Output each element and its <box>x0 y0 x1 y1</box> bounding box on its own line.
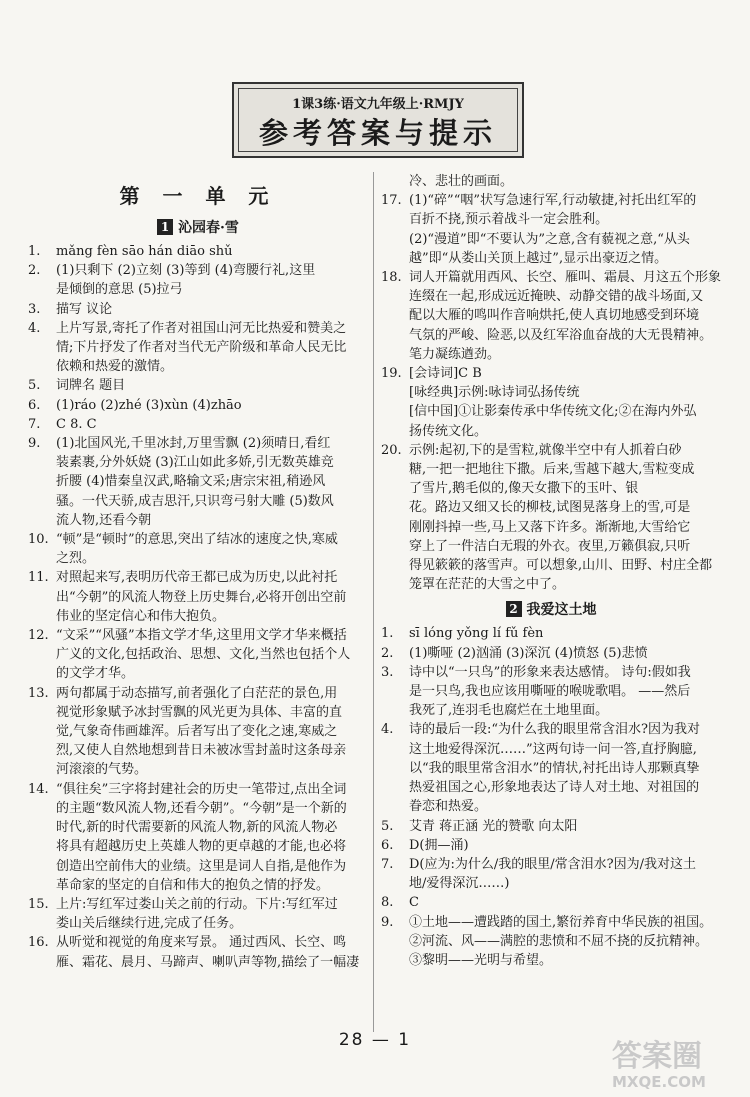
answer-line: 穿上了一件洁白无瑕的外衣。夜里,万籁俱寂,只听 <box>409 538 691 554</box>
answer-item <box>381 644 721 663</box>
answer-item <box>28 530 368 568</box>
answer-text <box>56 242 368 261</box>
answer-line: (1)嘶哑 (2)汹涌 (3)深沉 (4)愤怒 (5)悲愤 <box>409 645 648 661</box>
lesson-2-heading <box>381 600 721 620</box>
answer-item <box>381 191 721 268</box>
answer-number: 10. <box>28 532 49 548</box>
answer-line: 出“今朝”的风流人物登上历史舞台,必将开创出空前 <box>56 589 347 605</box>
answer-text <box>56 780 368 895</box>
answer-line: “顿”是“顿时”的意思,突出了结冰的速度之快,寒威 <box>56 532 338 548</box>
unit-title: 第 一 单 元 <box>119 184 277 208</box>
answer-text <box>409 817 721 836</box>
answer-line: 的主题“数风流人物,还看今朝”。“今朝”是一个新的 <box>56 800 347 816</box>
answer-item <box>381 720 721 816</box>
answer-line: 刚刚抖掉一些,马上又落下许多。渐渐地,大雪给它 <box>409 519 691 535</box>
answer-number: 3. <box>381 664 394 680</box>
answer-item <box>28 396 368 415</box>
answer-number: 2. <box>28 263 41 279</box>
answer-line: 艾青 蒋正涵 光的赞歌 向太阳 <box>409 818 578 834</box>
answer-number: 17. <box>381 193 402 209</box>
answer-text <box>56 568 368 626</box>
answer-line: C <box>409 895 419 911</box>
answer-item <box>28 376 368 395</box>
answer-line: mǎng fèn sāo hán diāo shǔ <box>56 244 233 259</box>
answer-number: 15. <box>28 896 49 912</box>
answer-line: 是倾倒的意思 (5)拉弓 <box>56 282 183 298</box>
answer-number: 2. <box>381 645 394 661</box>
answer-line: 配以大雁的鸣叫作音响烘托,使人真切地感受到环境 <box>409 308 700 324</box>
answer-line: 娄山关后继续行进,完成了任务。 <box>56 916 243 932</box>
answer-item <box>28 895 368 933</box>
answer-line: 上片:写红军过娄山关之前的行动。下片:写红军过 <box>56 896 338 912</box>
answer-text <box>56 300 368 319</box>
answer-text <box>56 396 368 415</box>
answer-line: 地/爱得深沉……) <box>409 876 510 892</box>
answer-number: 1. <box>381 626 394 642</box>
right-answer-list-b <box>381 624 721 970</box>
answer-line: (2)“漫道”即“不要认为”之意,含有藐视之意,“从头 <box>409 231 690 247</box>
answer-text <box>409 441 721 595</box>
lesson-title: 沁园春·雪 <box>178 220 239 236</box>
answer-line: 诗的最后一段:“为什么我的眼里常含泪水?因为我对 <box>409 722 700 738</box>
answer-number: 5. <box>28 378 41 394</box>
answer-line: 词人开篇就用西风、长空、雁叫、霜晨、月这五个形象 <box>409 270 722 286</box>
answer-line: 对照起来写,表明历代帝王都已成为历史,以此衬托 <box>56 570 338 586</box>
answer-line: 是一只鸟,我也应该用嘶哑的喉咙歌唱。 ——然后 <box>409 684 691 700</box>
answer-line: 花。路边又细又长的柳枝,试图晃落身上的雪,可是 <box>409 500 691 516</box>
answer-line: 笼罩在茫茫的大雪之中了。 <box>409 577 566 593</box>
answer-line: ③黎明——光明与希望。 <box>409 952 553 968</box>
answer-text <box>56 319 368 377</box>
watermark-logo <box>612 1040 742 1092</box>
answer-item <box>381 855 721 893</box>
answer-line: C 8. C <box>56 416 97 432</box>
answer-line: ②河流、风——满腔的悲愤和不屈不挠的反抗精神。 <box>409 933 709 949</box>
answer-line: 越”即“从娄山关顶上越过”,显示出豪迈之情。 <box>409 250 668 266</box>
answer-number: 4. <box>28 320 41 336</box>
answer-line: 热爱祖国之心,形象地表达了诗人对土地、对祖国的 <box>409 780 700 796</box>
answer-line: “文采”“风骚”本指文学才华,这里用文学才华来概括 <box>56 628 347 644</box>
answer-line: 的文学才华。 <box>56 666 135 682</box>
answer-line: 词牌名 题目 <box>56 378 126 394</box>
answer-item <box>28 684 368 780</box>
answer-line: (1)“碎”“咽”状写急速行军,行动敏捷,衬托出红军的 <box>409 193 697 209</box>
answer-line: 气氛的严峻、险恶,以及红军浴血奋战的大无畏精神。 <box>409 327 713 343</box>
answer-number: 6. <box>28 397 41 413</box>
answer-item <box>381 817 721 836</box>
answer-number: 16. <box>28 935 49 951</box>
answer-text <box>56 933 368 971</box>
lesson-title: 我爱这土地 <box>526 602 597 619</box>
answer-number: 9. <box>381 914 394 930</box>
answer-text <box>56 376 368 395</box>
answer-line: 烈,又使人自然地想到昔日未被冰雪封盖时这条母亲 <box>56 743 347 759</box>
answer-text <box>56 530 368 568</box>
answer-line: 得见簌簌的落雪声。可以想象,山川、田野、村庄全都 <box>409 558 713 574</box>
answer-number: 7. <box>381 856 394 872</box>
answer-number: 9. <box>28 436 41 452</box>
answer-number: 20. <box>381 442 402 458</box>
answer-line: “俱往矣”三字将封建社会的历史一笔带过,点出全词 <box>56 781 347 797</box>
answer-number: 19. <box>381 366 402 382</box>
answer-item <box>28 933 368 971</box>
series-line: 1课3练·语文九年级上·RMJY <box>292 97 464 112</box>
answer-item <box>381 441 721 595</box>
watermark-main: 答案圈 <box>612 1039 702 1074</box>
answer-item <box>28 568 368 626</box>
answer-item <box>381 624 721 643</box>
answer-line: 之烈。 <box>56 551 96 567</box>
answer-line: 两句都属于动态描写,前者强化了白茫茫的景色,用 <box>56 685 338 701</box>
answer-line: D(应为:为什么/我的眼里/常含泪水?因为/我对这土 <box>409 856 696 872</box>
answer-line: 糖,一把一把地往下撒。后来,雪越下越大,雪粒变成 <box>409 462 695 478</box>
answer-item <box>381 913 721 971</box>
answer-line: 雁、霜花、晨月、马蹄声、喇叭声等物,描绘了一幅凄 <box>56 954 360 970</box>
right-column <box>381 172 721 970</box>
answer-number: 4. <box>381 722 394 738</box>
answer-line: 创造出空前伟大的业绩。这里是词人自指,是他作为 <box>56 858 347 874</box>
answer-item <box>381 663 721 721</box>
answer-line: 情;下片抒发了作者对当代无产阶级和革命人民无比 <box>56 340 347 356</box>
answer-text <box>56 895 368 933</box>
answer-line: 诗中以“一只鸟”的形象来表达感情。 诗句:假如我 <box>409 664 691 680</box>
answer-line: (1)只剩下 (2)立刻 (3)等到 (4)弯腰行礼,这里 <box>56 263 316 279</box>
answer-line: 描写 议论 <box>56 301 113 317</box>
answer-line: 连缀在一起,形成远近掩映、动静交错的战斗场面,又 <box>409 289 704 305</box>
answer-item <box>381 836 721 855</box>
answer-item <box>28 261 368 299</box>
answer-line: 河滚滚的气势。 <box>56 762 148 778</box>
answer-line: 流人物,还看今朝 <box>56 512 152 528</box>
header-inner-frame <box>238 88 518 152</box>
answer-line: [会诗词]C B <box>409 366 482 382</box>
answer-line: 时代,新的时代需要新的风流人物,新的风流人物必 <box>56 820 338 836</box>
answer-line: sī lóng yǒng lí fǔ fèn <box>409 626 544 642</box>
answer-item <box>28 415 368 434</box>
left-column <box>28 172 368 972</box>
answer-text <box>409 836 721 855</box>
answer-line: 上片写景,寄托了作者对祖国山河无比热爱和赞美之 <box>56 320 347 336</box>
answer-item <box>28 626 368 684</box>
answer-line: 依赖和热爱的激情。 <box>56 359 174 375</box>
answer-number: 6. <box>381 837 394 853</box>
right-answer-list-a <box>381 191 721 594</box>
answer-text <box>409 663 721 721</box>
answer-line: 视觉形象赋予冰封雪飘的风光更为具体、丰富的直 <box>56 704 343 720</box>
answer-line: 我死了,连羽毛也腐烂在土地里面。 <box>409 703 609 719</box>
answer-item <box>28 242 368 261</box>
answer-text <box>56 684 368 780</box>
answer-text <box>409 191 721 268</box>
answer-line: 觉,气象奇伟画雄浑。后者写出了变化之速,寒威之 <box>56 724 338 740</box>
continued-text: 冷、悲壮的画面。 <box>409 174 514 189</box>
answer-number: 14. <box>28 781 49 797</box>
answer-line: ①土地——遭践踏的国土,繁衍养育中华民族的祖国。 <box>409 914 713 930</box>
answer-line: (1)ráo (2)zhé (3)xùn (4)zhāo <box>56 397 242 413</box>
answer-line: 折腰 (4)惜秦皇汉武,略输文采;唐宗宋祖,稍逊风 <box>56 474 326 490</box>
lesson-number-badge: 2 <box>506 601 522 617</box>
answer-line: 这土地爱得深沉……”这两句诗一问一答,直抒胸臆, <box>409 741 697 757</box>
answer-line: 从听觉和视觉的角度来写景。 通过西风、长空、鸣 <box>56 935 347 951</box>
answer-line: 装素裹,分外妖娆 (3)江山如此多娇,引无数英雄竞 <box>56 455 334 471</box>
answer-number: 13. <box>28 685 49 701</box>
answer-line: 示例:起初,下的是雪粒,就像半空中有人抓着白砂 <box>409 442 682 458</box>
answer-number: 8. <box>381 895 394 911</box>
answer-number: 18. <box>381 270 402 286</box>
answer-item <box>381 893 721 912</box>
answer-item <box>381 364 721 441</box>
answer-line: D(拥—涌) <box>409 837 469 853</box>
main-title: 参考答案与提示 <box>258 116 497 150</box>
answer-item <box>28 780 368 895</box>
answer-text <box>409 644 721 663</box>
answer-line: (1)北国风光,千里冰封,万里雪飘 (2)须晴日,看红 <box>56 436 331 452</box>
answer-item <box>28 319 368 377</box>
answer-number: 1. <box>28 244 41 259</box>
column-divider <box>373 172 374 1032</box>
answer-text <box>56 434 368 530</box>
answer-line: 将具有超越历史上英雄人物的更卓越的才能,也必将 <box>56 839 347 855</box>
answer-line: 广义的文化,包括政治、思想、文化,当然也包括个人 <box>56 647 351 663</box>
answer-text <box>409 893 721 912</box>
answer-text <box>56 415 368 434</box>
answer-item <box>381 268 721 364</box>
left-answer-list <box>28 242 368 972</box>
answer-line: 了雪片,鹅毛似的,像天女撒下的玉叶、银 <box>409 481 639 497</box>
page-number: 28 — 1 <box>338 1030 412 1050</box>
answer-line: 革命家的坚定的自信和伟大的抱负之情的抒发。 <box>56 877 330 893</box>
answer-line: 伟业的坚定信心和伟大抱负。 <box>56 608 226 624</box>
answer-number: 11. <box>28 570 49 586</box>
answer-line: [咏经典]示例:咏诗词弘扬传统 <box>409 385 580 401</box>
answer-text <box>409 720 721 816</box>
lesson-number-badge: 1 <box>157 219 173 235</box>
answer-number: 7. <box>28 416 41 432</box>
answer-text <box>56 261 368 299</box>
lesson-1-heading <box>28 218 368 238</box>
answer-line: [信中国]①让影秦传承中华传统文化;②在海内外弘 <box>409 404 697 420</box>
answer-item <box>28 300 368 319</box>
answer-number: 3. <box>28 301 41 317</box>
answer-number: 12. <box>28 628 49 644</box>
answer-line: 百折不挠,预示着战斗一定会胜利。 <box>409 212 609 228</box>
answer-line: 骚。一代天骄,成吉思汗,只识弯弓射大雕 (5)数风 <box>56 493 334 509</box>
answer-line: 扬传统文化。 <box>409 423 488 439</box>
answer-number: 5. <box>381 818 394 834</box>
answer-line: 以“我的眼里常含泪水”的情状,衬托出诗人那颗真挚 <box>409 760 700 776</box>
header-box <box>232 82 524 158</box>
answer-text <box>409 364 721 441</box>
watermark-sub: MXQE.COM <box>612 1073 706 1091</box>
answer-text <box>409 624 721 643</box>
answer-line: 笔力凝练遒劲。 <box>409 346 501 362</box>
answer-text <box>409 913 721 971</box>
answer-text <box>409 268 721 364</box>
answer-item <box>28 434 368 530</box>
answer-text <box>409 855 721 893</box>
answer-text <box>56 626 368 684</box>
answer-line: 眷恋和热爱。 <box>409 799 488 815</box>
